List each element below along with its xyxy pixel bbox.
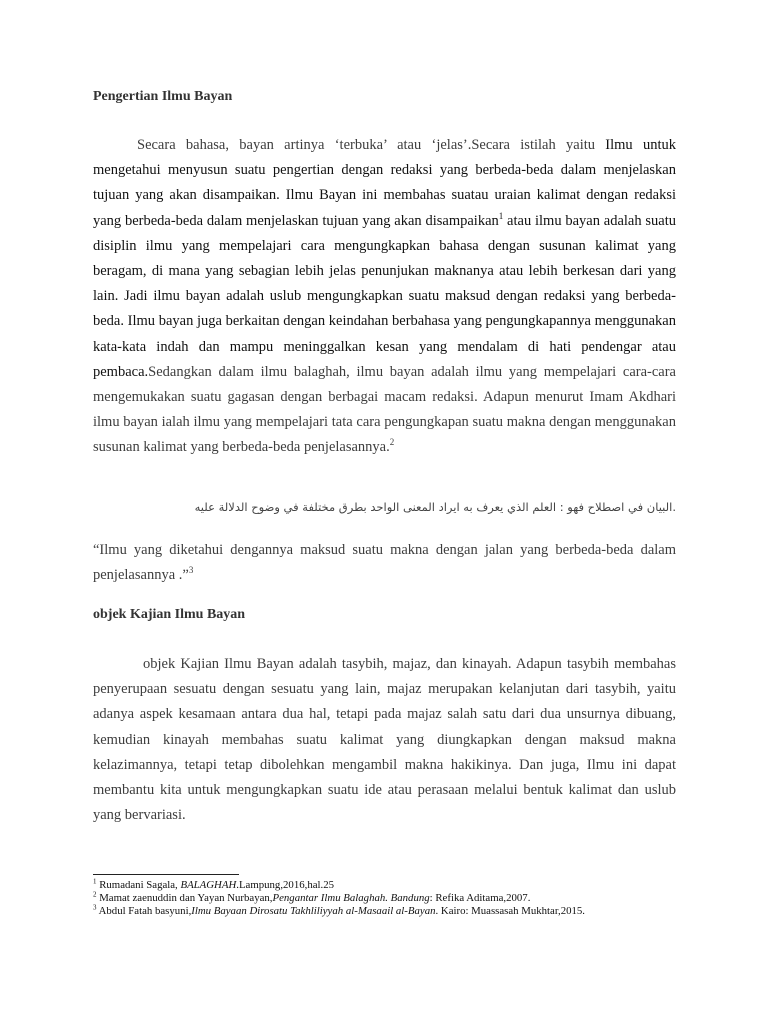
footnote-2 [93, 892, 633, 905]
footnote-text: .Lampung,2016,hal.25 [236, 879, 335, 891]
footnote-ref-2[interactable]: 2 [389, 437, 395, 448]
paragraph-run-explanation: atau ilmu bayan adalah suatu disiplin ilmu yang mempelajari cara mengungkapkan bahasa dengan susunan kalimat yang beragam, di mana yang sebagian lebih jelas penunjukan maknanya atau lebih berkesan dari yang lain. Jadi ilmu bayan adalah uslub mengungkapkan suatu maksud dengan redaksi yang berbeda-beda. Ilmu bayan juga berkaitan dengan keindahan berbahasa yang pengungkapannya menggunakan kata-kata indah dan mampu meninggalkan kesan yang mendalam di hati pendengar atau pembaca. [93, 212, 676, 380]
quote-text: “Ilmu yang diketahui dengannya maksud suatu makna dengan jalan yang berbeda-beda dalam penjelasannya .” [93, 542, 676, 584]
footnote-title: BALAGHAH [180, 879, 237, 891]
section-heading-pengertian: Pengertian Ilmu Bayan [93, 89, 233, 104]
footnote-separator [93, 874, 239, 875]
paragraph-run-intro: Secara bahasa, bayan artinya ‘terbuka’ atau ‘jelas’.Secara istilah yaitu [137, 137, 606, 153]
footnote-text: : Refika Aditama,2007. [429, 892, 531, 904]
footnote-number: 1 [93, 877, 97, 886]
paragraph-objek: objek Kajian Ilmu Bayan adalah tasybih, majaz, dan kinayah. Adapun tasybih membahas penyerupaan sesuatu dengan sesuatu yang lain, majaz merupakan kelanjutan dari tasybih, yaitu adanya aspek kesamaan antara dua hal, tetapi pada majaz salah satu dari dua unsurnya dibuang, kemudian kinayah membahas suatu kalimat yang diungkapkan dengan maksud makna kelazimannya, tetapi tetap dibolehkan mengambil makna hakikinya. Dan juga, Ilmu ini dapat membantu kita untuk mengungkapkan suatu ide atau perasaan melalui bentuk kalimat dan uslub yang bervariasi. [93, 656, 676, 824]
footnote-number: 3 [93, 903, 97, 912]
section-heading-objek: objek Kajian Ilmu Bayan [93, 607, 246, 622]
footnote-ref-3[interactable]: 3 [188, 565, 194, 576]
footnote-text: Mamat zaenuddin dan Yayan Nurbayan, [96, 892, 273, 904]
arabic-definition: .البيان في اصطلاح فهو : العلم الذي يعرف به ايراد المعنى الواحد بطرق مختلفة في وضوح الدلالة عليه [194, 500, 676, 514]
footnote-ref-1[interactable]: 1 [498, 210, 504, 221]
footnote-title: Ilmu Bayaan Dirosatu Takhliliyyah al-Masaail al-Bayan [191, 905, 436, 917]
footnotes [93, 879, 633, 918]
footnote-text: . Kairo: Muassasah Mukhtar,2015. [435, 905, 586, 917]
footnote-text: Rumadani Sagala, [96, 879, 181, 891]
footnote-1 [93, 879, 633, 892]
paragraph-run-definition: Ilmu untuk mengetahui menyusun suatu pengertian dengan redaksi yang berbeda-beda dalam menjelaskan tujuan yang akan disampaikan. Ilmu Bayan ini membahas suatau uraian kalimat dengan redaksi yang berbeda-beda dalam menjelaskan tujuan yang akan disampaikan [93, 137, 676, 229]
paragraph-run-balaghah: Sedangkan dalam ilmu balaghah, ilmu bayan adalah ilmu yang mempelajari cara-cara mengemukakan suatu gagasan dengan berbagai macam redaksi. Adapun menurut Imam Akdhari ilmu bayan ialah ilmu yang mempelajari tata cara pengungkapan suatu makna dengan menggunakan susunan kalimat yang berbeda-beda penjelasannya. [93, 363, 676, 456]
paragraph-pengertian [93, 133, 676, 461]
quote-translation [93, 538, 676, 588]
footnote-number: 2 [93, 890, 97, 899]
footnote-text: Abdul Fatah basyuni, [96, 905, 192, 917]
footnote-3 [93, 905, 633, 918]
footnote-title: Pengantar Ilmu Balaghah. Bandung [272, 892, 430, 904]
